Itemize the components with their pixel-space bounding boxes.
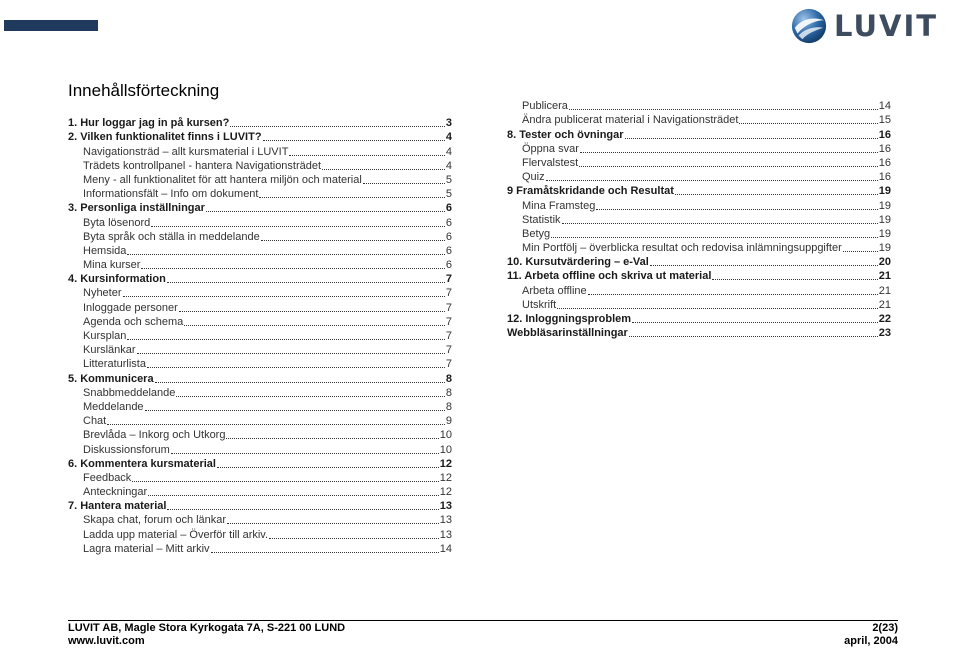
toc-entry-title: Agenda och schema: [83, 315, 184, 328]
toc-dot-leader: [650, 264, 878, 266]
toc-page-number: 6: [445, 230, 452, 243]
toc-section-entry[interactable]: [507, 127, 891, 141]
toc-subsection-entry[interactable]: [68, 485, 452, 499]
toc-subsection-entry[interactable]: [68, 187, 452, 201]
toc-page-number: 4: [445, 159, 452, 172]
toc-entry-title: Mina Framsteg: [522, 199, 596, 212]
toc-subsection-entry[interactable]: [68, 286, 452, 300]
toc-subsection-entry[interactable]: [507, 241, 891, 255]
toc-dot-leader: [546, 179, 878, 181]
toc-subsection-entry[interactable]: [68, 400, 452, 414]
toc-subsection-entry[interactable]: [68, 414, 452, 428]
toc-page-number: 7: [445, 273, 452, 286]
toc-entry-title: Öppna svar: [522, 142, 579, 155]
toc-entry-title: Kurslänkar: [83, 344, 136, 357]
toc-dot-leader: [230, 125, 445, 127]
toc-page-number: 23: [878, 327, 891, 340]
toc-entry-title: Litteraturlista: [83, 358, 146, 371]
toc-page-number: 21: [878, 298, 891, 311]
toc-subsection-entry[interactable]: [68, 159, 452, 173]
toc-dot-leader: [675, 193, 878, 195]
toc-subsection-entry[interactable]: [68, 513, 452, 527]
toc-dot-leader: [739, 122, 877, 124]
toc-entry-title: Statistik: [522, 213, 561, 226]
toc-section-entry[interactable]: [68, 371, 452, 385]
toc-entry-title: 5. Kommunicera: [68, 372, 154, 385]
toc-dot-leader: [132, 480, 438, 482]
toc-dot-leader: [148, 494, 439, 496]
footer-website: www.luvit.com: [68, 635, 145, 647]
toc-dot-leader: [562, 222, 878, 224]
toc-page-number: 4: [445, 131, 452, 144]
footer-date: april, 2004: [844, 635, 898, 647]
toc-subsection-entry[interactable]: [68, 144, 452, 158]
toc-dot-leader: [322, 168, 445, 170]
toc-entry-title: Flervalstest: [522, 156, 579, 169]
toc-page-number: 13: [439, 500, 452, 513]
toc-dot-leader: [167, 508, 438, 510]
toc-entry-title: Kursplan: [83, 330, 127, 342]
toc-page-number: 7: [445, 315, 452, 328]
toc-entry-title: 12. Inloggningsproblem: [507, 313, 632, 325]
toc-entry-title: Webbläsarinställningar: [507, 327, 628, 340]
toc-page-number: 16: [878, 142, 891, 155]
toc-page-number: 10: [439, 443, 452, 456]
toc-entry-title: Arbeta offline: [522, 284, 587, 297]
toc-page-number: 12: [439, 486, 452, 499]
toc-entry-title: Mina kurser: [83, 259, 141, 272]
toc-dot-leader: [151, 225, 445, 227]
toc-dot-leader: [167, 281, 445, 283]
toc-subsection-entry[interactable]: [507, 99, 891, 113]
toc-entry-title: Chat: [83, 415, 107, 428]
toc-entry-title: Quiz: [522, 171, 545, 184]
toc-dot-leader: [259, 196, 444, 198]
toc-dot-leader: [569, 108, 878, 110]
toc-dot-leader: [147, 366, 445, 368]
toc-page-number: 13: [439, 514, 452, 527]
toc-section-entry[interactable]: [507, 255, 891, 269]
toc-column-left: [68, 116, 452, 556]
toc-entry-title: Inloggade personer: [83, 301, 178, 314]
toc-page-number: 8: [445, 400, 452, 413]
toc-page-number: 13: [439, 528, 452, 541]
toc-subsection-entry[interactable]: [507, 113, 891, 127]
toc-dot-leader: [263, 139, 445, 141]
toc-entry-title: Betyg: [522, 227, 551, 240]
toc-subsection-entry[interactable]: [68, 244, 452, 258]
toc-subsection-entry[interactable]: [507, 283, 891, 297]
toc-entry-title: Ändra publicerat material i Navigationsträdet: [522, 114, 739, 127]
toc-dot-leader: [226, 437, 438, 439]
toc-page-number: 3: [445, 117, 452, 130]
toc-dot-leader: [579, 165, 878, 167]
toc-page-number: 21: [878, 270, 891, 283]
toc-page-number: 19: [878, 185, 891, 198]
toc-entry-title: Hemsida: [83, 244, 127, 257]
toc-entry-title: Snabbmeddelande: [83, 386, 176, 399]
toc-dot-leader: [261, 239, 445, 241]
toc-dot-leader: [289, 154, 444, 156]
toc-subsection-entry[interactable]: [68, 230, 452, 244]
toc-dot-leader: [227, 522, 439, 524]
toc-page-number: 22: [878, 313, 891, 325]
toc-page-number: 9: [445, 415, 452, 428]
toc-entry-title: Utskrift: [522, 298, 557, 311]
toc-page-number: 16: [878, 171, 891, 184]
toc-section-entry[interactable]: [507, 312, 891, 326]
toc-entry-title: 7. Hantera material: [68, 500, 167, 513]
toc-page-number: 21: [878, 284, 891, 297]
page-footer: [68, 622, 898, 648]
toc-dot-leader: [179, 310, 445, 312]
toc-dot-leader: [211, 551, 439, 553]
toc-entry-title: Min Portfölj – överblicka resultat och redovisa inlämningsuppgifter: [522, 242, 842, 255]
toc-dot-leader: [184, 324, 445, 326]
toc-dot-leader: [629, 335, 878, 337]
toc-entry-title: 9 Framåtskridande och Resultat: [507, 185, 674, 198]
toc-subsection-entry[interactable]: [68, 300, 452, 314]
toc-dot-leader: [206, 210, 445, 212]
toc-page-number: 8: [445, 372, 452, 385]
toc-page-number: 7: [445, 301, 452, 314]
toc-entry-title: 3. Personliga inställningar: [68, 202, 205, 215]
toc-dot-leader: [176, 395, 445, 397]
toc-dot-leader: [127, 338, 444, 340]
toc-entry-title: Skapa chat, forum och länkar: [83, 514, 227, 527]
toc-subsection-entry[interactable]: [507, 213, 891, 227]
toc-subsection-entry[interactable]: [68, 357, 452, 371]
toc-subsection-entry[interactable]: [68, 471, 452, 485]
toc-subsection-entry[interactable]: [507, 156, 891, 170]
toc-entry-title: 8. Tester och övningar: [507, 128, 624, 141]
toc-section-entry[interactable]: [68, 499, 452, 513]
toc-dot-leader: [712, 278, 877, 280]
toc-entry-title: Brevlåda – Inkorg och Utkorg: [83, 429, 226, 442]
toc-section-entry[interactable]: [507, 269, 891, 283]
toc-subsection-entry[interactable]: [68, 343, 452, 357]
toc-dot-leader: [551, 236, 878, 238]
toc-entry-title: Byta språk och ställa in meddelande: [83, 230, 260, 243]
toc-dot-leader: [217, 466, 439, 468]
toc-dot-leader: [155, 381, 445, 383]
toc-entry-title: Meddelande: [83, 400, 144, 413]
toc-subsection-entry[interactable]: [68, 428, 452, 442]
toc-entry-title: Informationsfält – Info om dokument: [83, 188, 259, 201]
toc-entry-title: 2. Vilken funktionalitet finns i LUVIT?: [68, 131, 262, 144]
toc-page-number: 19: [878, 227, 891, 240]
toc-dot-leader: [269, 537, 439, 539]
toc-section-entry[interactable]: [68, 130, 452, 144]
toc-page-number: 20: [878, 256, 891, 269]
toc-page-number: 10: [439, 429, 452, 442]
logo-text: LUVIT: [834, 9, 939, 43]
toc-subsection-entry[interactable]: [68, 173, 452, 187]
toc-dot-leader: [123, 295, 445, 297]
toc-dot-leader: [145, 409, 445, 411]
toc-subsection-entry[interactable]: [68, 542, 452, 556]
toc-entry-title: 6. Kommentera kursmaterial: [68, 457, 216, 470]
toc-section-entry[interactable]: [68, 116, 452, 130]
toc-page-number: 7: [445, 344, 452, 357]
toc-page-number: 19: [878, 199, 891, 212]
toc-page-number: 6: [445, 259, 452, 272]
toc-dot-leader: [557, 307, 878, 309]
toc-entry-title: 4. Kursinformation: [68, 273, 166, 286]
toc-title: Innehållsförteckning: [68, 81, 220, 100]
toc-dot-leader: [588, 293, 878, 295]
toc-dot-leader: [137, 352, 445, 354]
header-bar: [4, 20, 98, 31]
toc-page-number: 7: [445, 287, 452, 300]
toc-subsection-entry[interactable]: [507, 170, 891, 184]
toc-dot-leader: [171, 452, 439, 454]
toc-page-number: 6: [445, 216, 452, 229]
toc-dot-leader: [596, 208, 877, 210]
toc-page-number: 16: [878, 156, 891, 169]
toc-subsection-entry[interactable]: [507, 142, 891, 156]
toc-dot-leader: [843, 250, 878, 252]
footer-divider: [68, 620, 898, 621]
toc-subsection-entry[interactable]: [507, 198, 891, 212]
toc-page-number: 6: [445, 244, 452, 257]
toc-subsection-entry[interactable]: [507, 227, 891, 241]
toc-entry-title: Navigationsträd – allt kursmaterial i LUVIT: [83, 145, 289, 158]
toc-entry-title: Diskussionsforum: [83, 443, 170, 456]
toc-subsection-entry[interactable]: [68, 215, 452, 229]
toc-page-number: 7: [445, 330, 452, 342]
toc-section-entry[interactable]: [68, 272, 452, 286]
footer-address: LUVIT AB, Magle Stora Kyrkogata 7A, S-221 00 LUND: [68, 622, 346, 634]
toc-page-number: 12: [439, 471, 452, 484]
toc-page-number: 6: [445, 202, 452, 215]
toc-entry-title: 1. Hur loggar jag in på kursen?: [68, 117, 230, 130]
toc-section-entry[interactable]: [68, 457, 452, 471]
toc-page-number: 14: [439, 542, 452, 555]
toc-dot-leader: [632, 321, 878, 323]
toc-entry-title: Nyheter: [83, 287, 122, 300]
toc-subsection-entry[interactable]: [68, 258, 452, 272]
toc-page-number: 16: [878, 128, 891, 141]
toc-subsection-entry[interactable]: [68, 442, 452, 456]
toc-subsection-entry[interactable]: [68, 386, 452, 400]
toc-page-number: 14: [878, 100, 891, 113]
toc-subsection-entry[interactable]: [68, 315, 452, 329]
toc-page-number: 7: [445, 358, 452, 371]
toc-dot-leader: [141, 267, 444, 269]
toc-entry-title: Meny - all funktionalitet för att hantera miljön och material: [83, 173, 362, 186]
toc-entry-title: Trädets kontrollpanel - hantera Navigationsträdet: [83, 159, 322, 172]
toc-page-number: 4: [445, 145, 452, 158]
toc-page-number: 8: [445, 386, 452, 399]
toc-entry-title: 11. Arbeta offline och skriva ut material: [507, 270, 712, 283]
luvit-globe-icon: [790, 7, 828, 45]
toc-page-number: 5: [445, 173, 452, 186]
toc-page-number: 15: [878, 114, 891, 127]
toc-section-entry[interactable]: [507, 326, 891, 340]
toc-entry-title: Publicera: [522, 100, 568, 113]
toc-entry-title: Anteckningar: [83, 486, 148, 499]
toc-dot-leader: [107, 423, 445, 425]
toc-dot-leader: [625, 137, 878, 139]
toc-page-number: 19: [878, 242, 891, 255]
toc-section-entry[interactable]: [68, 201, 452, 215]
footer-page-indicator: 2(23): [872, 622, 898, 634]
luvit-logo: [790, 6, 960, 46]
toc-entry-title: 10. Kursutvärdering – e-Val: [507, 256, 649, 269]
toc-entry-title: Feedback: [83, 471, 132, 484]
toc-section-entry[interactable]: [507, 184, 891, 198]
toc-dot-leader: [363, 182, 445, 184]
toc-page-number: 19: [878, 213, 891, 226]
toc-dot-leader: [127, 253, 444, 255]
toc-subsection-entry[interactable]: [68, 329, 452, 343]
toc-dot-leader: [580, 151, 878, 153]
toc-entry-title: Lagra material – Mitt arkiv: [83, 542, 210, 555]
toc-page-number: 5: [445, 188, 452, 201]
toc-subsection-entry[interactable]: [507, 298, 891, 312]
toc-entry-title: Byta lösenord: [83, 216, 151, 229]
toc-column-right: [507, 99, 891, 340]
toc-entry-title: Ladda upp material – Överför till arkiv.: [83, 528, 269, 541]
toc-subsection-entry[interactable]: [68, 527, 452, 541]
toc-page-number: 12: [439, 457, 452, 470]
